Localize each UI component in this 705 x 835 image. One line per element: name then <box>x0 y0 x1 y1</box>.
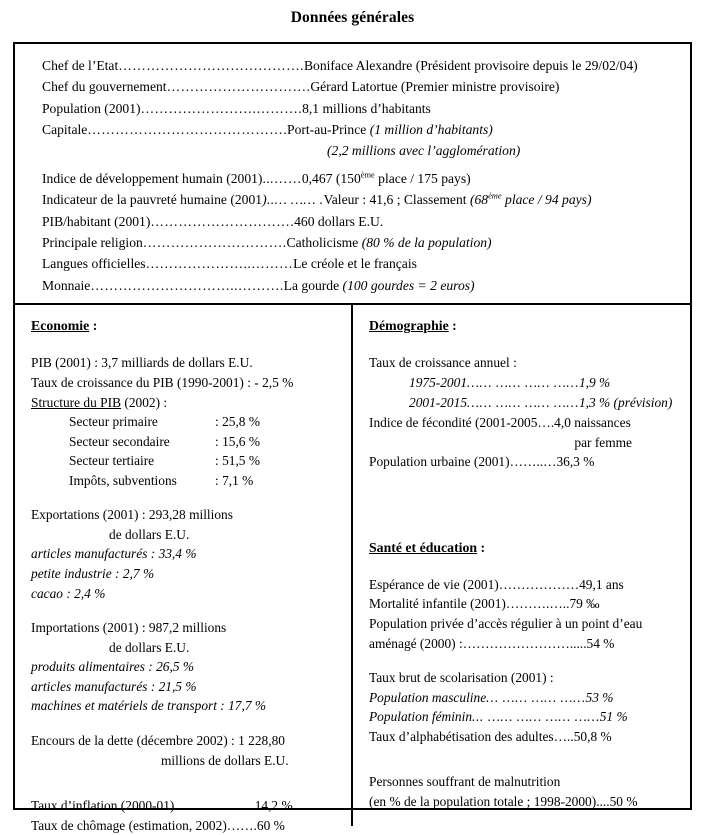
demographie-heading-label: Démographie <box>369 318 449 334</box>
general-row-idh <box>15 168 690 189</box>
economie-heading <box>31 318 351 334</box>
scolarisation-row <box>369 707 690 727</box>
leader-dots: … …… …… …… <box>486 689 586 705</box>
leader-dots: ...…… <box>262 170 302 186</box>
economie-chomage: Taux de chômage (estimation, 2002)…….60 % <box>31 817 285 833</box>
spacer <box>369 653 690 668</box>
sector-value: : 51,5 % <box>215 453 261 469</box>
sante-heading <box>369 540 690 556</box>
general-row-value-note: (80 % de la population) <box>361 234 492 250</box>
sector-value: : 25,8 % <box>215 414 261 430</box>
general-data-block <box>15 44 690 305</box>
general-row-value: 460 dollars E.U. <box>294 213 384 229</box>
general-row-chef-etat <box>15 55 690 76</box>
economie-exportations-cont: de dollars E.U. <box>109 526 190 542</box>
export-item: petite industrie : 2,7 % <box>31 566 155 582</box>
general-row-value-tail: place / 175 pays) <box>374 170 471 186</box>
demographie-croissance-label: Taux de croissance annuel : <box>369 355 517 371</box>
sector-value: : 15,6 % <box>215 433 261 449</box>
leader-dots: …… …… …… …… <box>467 395 579 411</box>
sector-name: Secteur secondaire <box>69 433 170 449</box>
spacer <box>15 161 690 168</box>
sector-value: : 7,1 % <box>215 472 254 488</box>
spacer <box>369 472 690 506</box>
demographie-fecondite: Indice de fécondité (2001-2005….4,0 naissances <box>369 415 631 431</box>
general-row-label: Indice de développement humain (2001) <box>42 170 263 186</box>
leader-dots: …………………………. <box>166 79 311 95</box>
economie-dette: Encours de la dette (décembre 2002) : 1 228,80 <box>31 732 285 748</box>
demographie-population-urbaine: Population urbaine (2001)……..…36,3 % <box>369 454 595 470</box>
spacer <box>369 506 690 540</box>
general-row-value-note: (1 million d’habitants) <box>369 122 493 138</box>
scolarisation-row <box>369 688 690 708</box>
import-item: articles manufacturés : 21,5 % <box>31 678 197 694</box>
import-item: machines et matériels de transport : 17,7 % <box>31 698 267 714</box>
economie-heading-label: Economie <box>31 318 90 334</box>
general-row-label: Population (2001) <box>42 100 141 116</box>
sector-row <box>31 451 351 471</box>
leader-dots: …………………………..………. <box>90 277 284 293</box>
croissance-row <box>369 393 690 413</box>
demographie-heading-colon: : <box>448 318 457 334</box>
general-row-label: Monnaie <box>42 277 91 293</box>
general-row-value-note: (100 gourdes = 2 euros) <box>342 277 475 293</box>
scolarisation-value: 53 % <box>585 689 614 705</box>
economie-exportations: Exportations (2001) : 293,28 millions <box>31 507 233 523</box>
croissance-value: 1,3 % <box>578 395 611 411</box>
general-row-pib-habitant <box>15 211 690 232</box>
general-row-value: Le créole et le français <box>293 256 417 272</box>
croissance-period: 2001-2015 <box>409 395 468 411</box>
capitale-second-line: (2,2 millions avec l’agglomération) <box>327 142 521 158</box>
sector-name: Impôts, subventions <box>69 472 177 488</box>
general-row-label: Chef de l’Etat <box>42 58 119 73</box>
sante-esperance-vie: Espérance de vie (2001)………………49,1 ans <box>369 576 624 592</box>
sante-heading-label: Santé et éducation <box>369 539 478 555</box>
croissance-note: (prévision) <box>610 395 673 411</box>
sector-name: Secteur tertiaire <box>69 453 155 469</box>
sante-malnutrition-line1: Personnes souffrant de malnutrition <box>369 774 561 790</box>
economie-importations-cont: de dollars E.U. <box>109 639 190 655</box>
data-frame <box>13 42 692 833</box>
demographie-sante-column <box>353 305 690 826</box>
general-row-religion <box>15 232 690 253</box>
demographie-fecondite-cont: par femme <box>574 434 632 450</box>
demographie-heading <box>369 318 690 334</box>
scolarisation-label: Population féminin <box>369 709 473 725</box>
spacer <box>31 770 351 796</box>
ordinal-suffix: ème <box>360 169 375 180</box>
economie-pib: PIB (2001) : 3,7 milliards de dollars E.U. <box>31 355 253 371</box>
economie-structure-pib <box>31 393 351 413</box>
general-row-value: La gourde <box>283 277 343 293</box>
leader-dots: ... …… …… …… …… <box>472 709 600 725</box>
general-row-value-note: (68 <box>469 192 489 208</box>
spacer <box>31 603 351 618</box>
leader-dots: …………………………. <box>150 213 295 229</box>
croissance-row <box>369 373 690 393</box>
leader-dots: ……………………………………. <box>87 122 288 138</box>
scolarisation-value: 51 % <box>599 709 628 725</box>
spacer <box>31 716 351 731</box>
sante-scolarisation-label: Taux brut de scolarisation (2001) : <box>369 670 554 686</box>
structure-pib-year: (2002) : <box>121 394 168 410</box>
scolarisation-label: Population masculine <box>369 689 487 705</box>
general-row-population <box>15 98 690 119</box>
spacer <box>369 746 690 772</box>
spacer <box>31 490 351 505</box>
columns-container <box>15 305 690 833</box>
general-row-value: Port-au-Prince <box>287 122 370 138</box>
sector-row <box>31 412 351 432</box>
leader-dots: …………………………. <box>142 234 287 250</box>
general-row-value-note-tail: place / 94 pays) <box>501 192 592 208</box>
general-row-value: 8,1 millions d’habitants <box>302 100 431 116</box>
general-row-monnaie <box>15 275 690 296</box>
general-row-langues <box>15 253 690 274</box>
ordinal-suffix: ème <box>488 190 502 201</box>
general-row-label: Chef du gouvernement <box>42 79 167 95</box>
general-row-pauvrete <box>15 189 690 210</box>
economie-dette-cont: millions de dollars E.U. <box>161 752 289 768</box>
sector-row <box>31 432 351 452</box>
general-row-label: Indicateur de la pauvreté humaine (2001 <box>42 192 263 208</box>
general-row-value: Valeur : 41,6 ; Classement <box>323 192 470 208</box>
general-row-label: PIB/habitant (2001) <box>42 213 151 229</box>
economie-heading-colon: : <box>89 318 98 334</box>
general-row-capitale <box>15 119 690 140</box>
export-item: articles manufacturés : 33,4 % <box>31 546 197 562</box>
general-row-label: Capitale <box>42 122 88 138</box>
page-title: Données générales <box>290 9 415 26</box>
leader-dots: …………………….………. <box>140 100 303 116</box>
general-row-value: 0,467 (150 <box>301 170 361 186</box>
economie-column <box>15 305 353 833</box>
leader-dots: …… …… …… …… <box>467 374 579 390</box>
leader-dots: …………………………………. <box>118 58 304 73</box>
economie-croissance-pib: Taux de croissance du PIB (1990-2001) : - 2,5 % <box>31 374 294 390</box>
croissance-value: 1,9 % <box>578 374 611 390</box>
general-row-value: Gérard Latortue (Premier ministre provisoire) <box>310 79 560 95</box>
sante-malnutrition-line2: (en % de la population totale ; 1998-2000)....50 % <box>369 793 638 809</box>
leader-dots: )..… …… . <box>262 192 324 208</box>
export-item: cacao : 2,4 % <box>31 585 106 601</box>
import-item: produits alimentaires : 26,5 % <box>31 659 195 675</box>
sante-acces-eau-line2: aménagé (2000) :…………………….....54 % <box>369 635 615 651</box>
general-row-value: Catholicisme <box>286 234 362 250</box>
leader-dots: …………………..……… <box>145 256 294 272</box>
croissance-period: 1975-2001 <box>409 374 468 390</box>
sante-heading-colon: : <box>477 539 486 555</box>
general-row-label: Principale religion <box>42 234 143 250</box>
economie-importations: Importations (2001) : 987,2 millions <box>31 620 227 636</box>
general-row-label: Langues officielles <box>42 256 146 272</box>
sante-mortalite-infantile: Mortalité infantile (2001)……….…..79 ‰ <box>369 596 600 612</box>
economie-inflation: Taux d’inflation (2000-01)………………14,2 % <box>31 798 293 814</box>
general-row-value: Boniface Alexandre (Président provisoire depuis le 29/02/04) <box>303 58 638 73</box>
sector-row <box>31 471 351 491</box>
general-row-chef-gouvernement <box>15 76 690 97</box>
sante-alphabetisation: Taux d’alphabétisation des adultes…..50,8 % <box>369 728 612 744</box>
sante-acces-eau-line1: Population privée d’accès régulier à un point d’eau <box>369 615 643 631</box>
sector-name: Secteur primaire <box>69 414 158 430</box>
structure-pib-label: Structure du PIB <box>31 394 122 410</box>
